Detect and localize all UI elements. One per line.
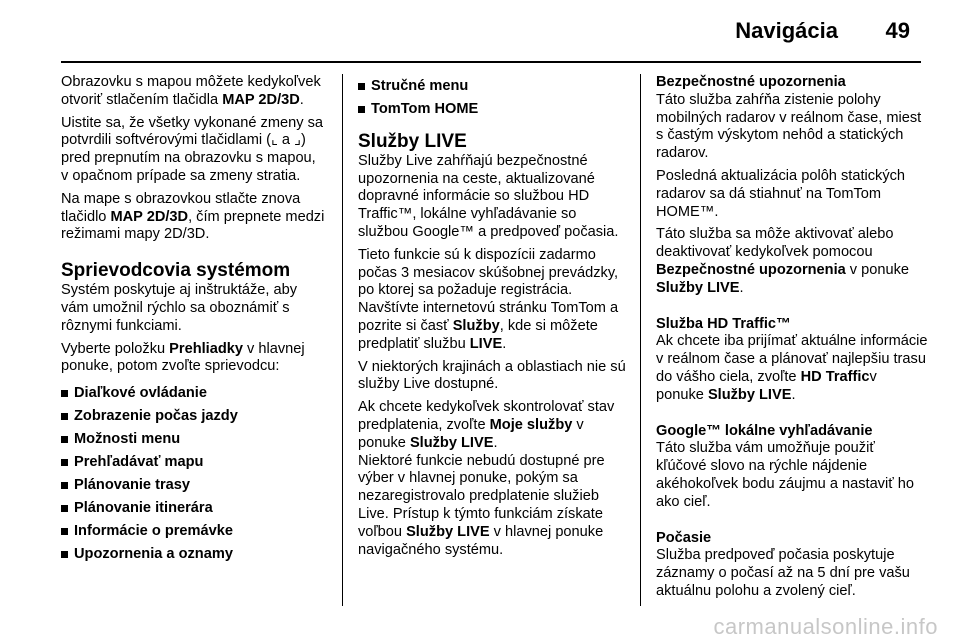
column-2 [358, 74, 626, 564]
column-3 [656, 74, 928, 606]
paragraph: Systém poskytuje aj inštruktáže, aby vám umožnil rýchlo sa oboznámiť s rôznymi funkciami. [61, 282, 298, 334]
page-number: 49 [885, 18, 910, 43]
list-item: Plánovanie itinerára [61, 500, 326, 518]
paragraph: Služba predpoveď počasia poskytuje záznamy o počasí až na 5 dní pre vašu aktuálnu polohu a zvolený cieľ. [656, 547, 910, 599]
spacer [656, 517, 928, 530]
spacer [656, 303, 928, 316]
paragraph: V niektorých krajinách a oblastiach nie sú služby Live dostupné. [358, 358, 626, 393]
spacer [656, 410, 928, 423]
paragraph: Ak chcete iba prijímať aktuálne informácie v reálnom čase a plánovať najlepšiu trasu do vášho ciela, zvoľte HD Trafficv ponuke Služby LIVE. [656, 333, 928, 403]
list-item: Prehľadávať mapu [61, 454, 326, 472]
list-item: TomTom HOME [358, 101, 626, 119]
list-item: Informácie o premávke [61, 523, 326, 541]
list-item: Diaľkové ovládanie [61, 385, 326, 403]
subheading: Bezpečnostné upozornenia [656, 74, 846, 90]
paragraph: Táto služba vám umožňuje použiť kľúčové slovo na rýchle nájdenie akéhokoľvek bodu záujmu a nastaviť ho ako cieľ. [656, 440, 914, 510]
list-item: Zobrazenie počas jazdy [61, 408, 326, 426]
list-item: Stručné menu [358, 78, 626, 96]
paragraph: Služby Live zahŕňajú bezpečnostné upozornenia na ceste, aktualizované dopravné informácie so službou HD Traffic™, lokálne vyhľadávanie so službou Google™ a predpoveď počasia. [358, 152, 619, 240]
paragraph: Obrazovku s mapou môžete kedykoľvek otvoriť stlačením tlačidla MAP 2D/3D. [61, 74, 321, 108]
list-item: Možnosti menu [61, 431, 326, 449]
page-title: Navigácia [735, 18, 838, 43]
subheading: Služba HD Traffic™ [656, 315, 791, 332]
subheading: Google™ lokálne vyhľadávanie [656, 422, 873, 439]
section-heading: Sprievodcovia systémom [61, 260, 291, 282]
paragraph: Uistite sa, že všetky vykonané zmeny sa potvrdili softvérovými tlačidlami (⌞ a ⌟) pred prepnutím na obrazovku s mapou, v opačnom prípade sa zmeny stratia. [61, 114, 323, 184]
list-item: Plánovanie trasy [61, 477, 326, 495]
paragraph: Posledná aktualizácia polôh statických radarov sa dá stiahnuť na TomTom HOME™. [656, 167, 906, 220]
column-separator [342, 74, 343, 606]
list-item: Upozornenia a oznamy [61, 546, 326, 564]
paragraph: Tieto funkcie sú k dispozícii zadarmo počas 3 mesiacov skúšobnej prevádzky, po ktorej sa požaduje registrácia. Navštívte internetovú stránku TomTom a pozrite si časť Služby, kde si môžete predplatiť službu LIVE. [358, 246, 619, 352]
column-separator [640, 74, 641, 606]
header-rule [61, 61, 921, 63]
paragraph: Táto služba sa môže aktivovať alebo deaktivovať kedykoľvek pomocou Bezpečnostné upozornenia v ponuke Služby LIVE. [656, 226, 910, 296]
paragraph: Na mape s obrazovkou stlačte znova tlačidlo MAP 2D/3D, čím prepnete medzi režimami mapy 2D/3D. [61, 190, 325, 243]
guide-list-continued [358, 78, 626, 119]
subheading: Počasie [656, 529, 712, 546]
section-heading: Služby LIVE [358, 130, 467, 152]
guide-list [61, 385, 326, 564]
paragraph: Ak chcete kedykoľvek skontrolovať stav predplatenia, zvoľte Moje služby v ponuke Služby LIVE. Niektoré funkcie nebudú dostupné pre výber v hlavnej ponuke, pokým sa nezaregistrovalo predplatenie služieb Live. Prístup k týmto funkciám získate voľbou Služby LIVE v hlavnej ponuke navigačného systému. [358, 399, 615, 558]
paragraph: Táto služba zahŕňa zistenie polohy mobilných radarov v reálnom čase, miest s častým výskytom nehôd a statických radarov. [656, 91, 922, 162]
column-1 [61, 74, 326, 569]
watermark: carmanualsonline.info [713, 614, 938, 639]
paragraph: Vyberte položku Prehliadky v hlavnej ponuke, potom zvoľte sprievodcu: [61, 340, 305, 375]
